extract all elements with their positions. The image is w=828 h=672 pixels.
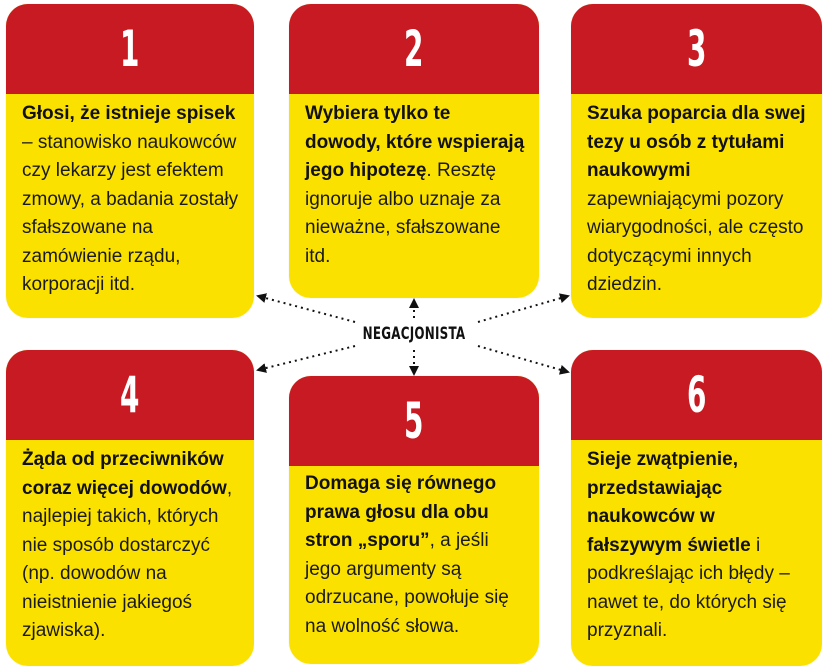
card-2-rest-text: . Resztę ignoruje albo uznaje za nieważne, sfałszowane itd.	[305, 160, 501, 267]
card-4-header	[6, 350, 254, 440]
card-3-bold-text: Szuka poparcia dla swej tezy u osób z tytułami naukowymi	[587, 103, 806, 181]
card-5	[289, 376, 539, 664]
card-3-header	[571, 4, 822, 94]
card-3	[571, 4, 822, 318]
card-3-text	[571, 94, 822, 300]
card-6	[571, 350, 822, 666]
arrow-to-card-3	[478, 296, 568, 322]
card-2-header	[289, 4, 539, 94]
card-5-rest-text: , a jeśli jego argumenty są odrzucane, powołuje się na wolność słowa.	[305, 530, 509, 637]
card-6-header	[571, 350, 822, 440]
card-4-bold-text: Żąda od przeciwników coraz więcej dowodów	[22, 449, 227, 499]
arrow-to-card-6	[478, 346, 568, 372]
card-6-bold-text: Sieje zwątpienie, przedstawiając naukowców w fałszywym świetle	[587, 449, 751, 556]
card-1-text	[6, 94, 254, 300]
card-4-rest-text: , najlepiej takich, których nie sposób dostarczyć (np. dowodów na nieistnienie jakiegoś zjawiska).	[22, 477, 233, 641]
card-5-number: 5	[404, 392, 424, 450]
card-4-text	[6, 440, 254, 646]
card-1	[6, 4, 254, 318]
arrow-to-card-4	[258, 346, 355, 370]
card-2-number: 2	[404, 20, 424, 78]
card-4-number: 4	[120, 366, 140, 424]
card-3-number: 3	[686, 20, 707, 78]
card-2-bold-text: Wybiera tylko te dowody, które wspierają jego hipotezę	[305, 103, 525, 181]
card-1-bold-text: Głosi, że istnieje spisek	[22, 103, 236, 124]
arrow-to-card-1	[258, 296, 355, 322]
card-1-rest-text: – stanowisko naukowców czy lekarzy jest efektem zmowy, a badania zostały sfałszowane na zamówienie rządu, korporacji itd.	[22, 131, 239, 295]
card-5-text	[289, 466, 539, 641]
card-6-text	[571, 440, 822, 646]
card-1-header	[6, 4, 254, 94]
card-5-header	[289, 376, 539, 466]
card-4	[6, 350, 254, 666]
card-6-rest-text: i podkreślając ich błędy – nawet te, do których się przyznali.	[587, 534, 790, 641]
card-6-number: 6	[686, 366, 707, 424]
center-label: NEGACJONISTA	[360, 318, 468, 350]
card-1-number: 1	[120, 20, 140, 78]
card-5-bold-text: Domaga się równego prawa głosu dla obu stron „sporu”	[305, 473, 497, 551]
card-2-text	[289, 94, 539, 271]
card-2	[289, 4, 539, 298]
card-3-rest-text: zapewniającymi pozory wiarygodności, ale często dotyczącymi innych dziedzin.	[587, 188, 804, 295]
